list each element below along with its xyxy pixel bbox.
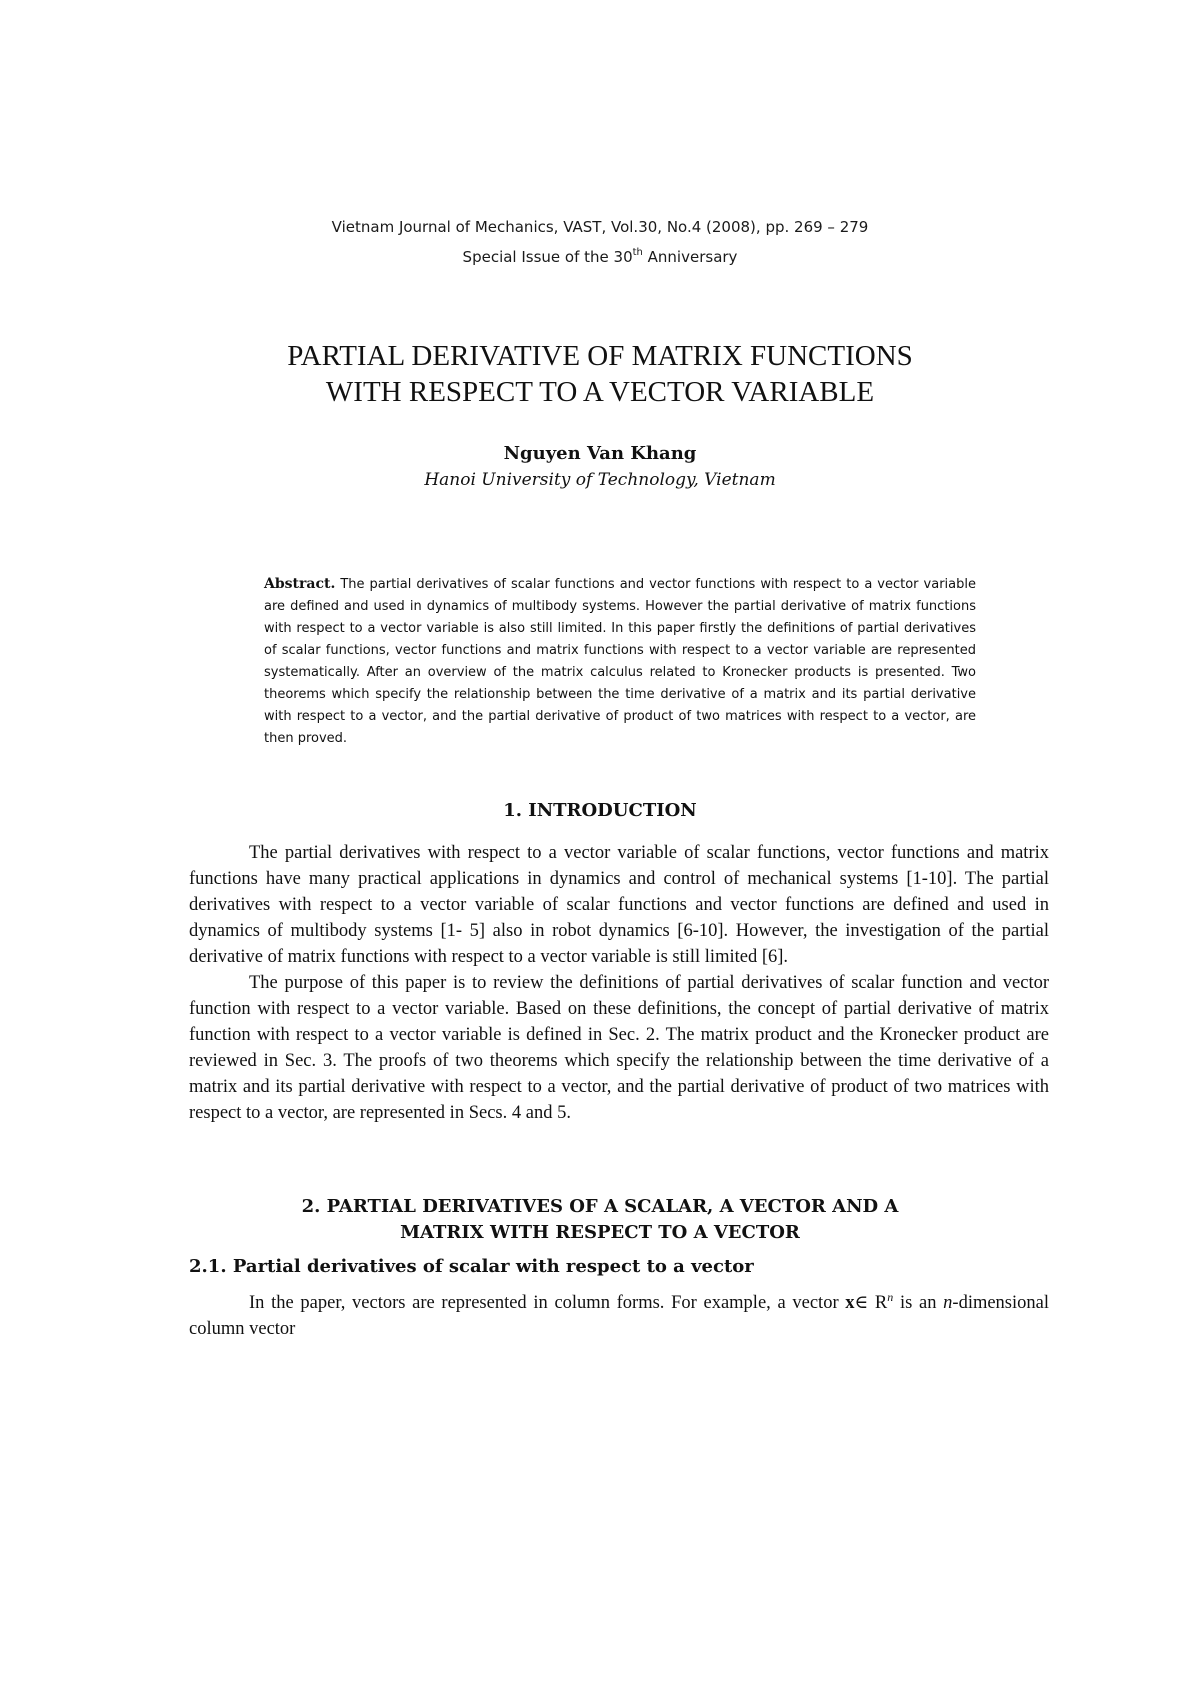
introduction-body [189, 840, 1049, 1126]
title-line-1: PARTIAL DERIVATIVE OF MATRIX FUNCTIONS [287, 340, 913, 372]
section-heading-line-1: 2. PARTIAL DERIVATIVES OF A SCALAR, A VECTOR AND A [301, 1196, 899, 1217]
journal-citation: Vietnam Journal of Mechanics, VAST, Vol.30, No.4 (2008), pp. 269 – 279 [331, 218, 869, 236]
section-heading-partial-derivatives [180, 1194, 1020, 1246]
paragraph: The purpose of this paper is to review the definitions of partial derivatives of scalar function and vector function with respect to a vector variable. Based on these definitions, the concept of partial derivative of matrix function with respect to a vector variable is defined in Sec. 2. The matrix product and the Kronecker product are reviewed in Sec. 3. The proofs of two theorems which specify the relationship between the time derivative of a matrix and its partial derivative with respect to a vector, and the partial derivative of product of two matrices with respect to a vector, are represented in Secs. 4 and 5. [189, 973, 1049, 1123]
text-run: In the paper, vectors are represented in column forms. For example, a vector [249, 1293, 846, 1313]
subsection-heading: 2.1. Partial derivatives of scalar with respect to a vector [189, 1256, 754, 1277]
dimension-superscript: n [887, 1289, 894, 1304]
special-issue-text: Special Issue of the 30 [462, 248, 633, 266]
author-affiliation: Hanoi University of Technology, Vietnam [424, 470, 776, 490]
special-issue-text-end: Anniversary [642, 248, 738, 266]
author-name: Nguyen Van Khang [503, 443, 697, 464]
special-issue-line [0, 242, 1200, 272]
section-heading-introduction: 1. INTRODUCTION [503, 800, 697, 821]
paragraph: The partial derivatives with respect to a vector variable of scalar functions, vector functions and matrix functions have many practical applications in dynamics and control of mechanical systems [1-10]. The partial derivatives with respect to a vector variable of scalar functions and vector functions are defined and used in dynamics of multibody systems [1- 5] also in robot dynamics [6-10]. However, the investigation of the partial derivative of matrix functions with respect to a vector variable is still limited [6]. [189, 843, 1049, 967]
abstract [264, 573, 976, 750]
set-membership: ∈ R [854, 1293, 888, 1313]
journal-header [0, 212, 1200, 272]
title-line-2: WITH RESPECT TO A VECTOR VARIABLE [325, 376, 875, 408]
abstract-label: Abstract. [264, 576, 336, 592]
section-heading-line-2: MATRIX WITH RESPECT TO A VECTOR [400, 1222, 800, 1243]
text-run: -dimensional column vector [189, 1293, 1049, 1339]
subsection-body [189, 1290, 1049, 1342]
text-run: is an [893, 1293, 944, 1313]
paper-title [0, 338, 1200, 410]
paragraph [189, 1290, 1049, 1342]
vector-x: x [845, 1293, 855, 1313]
special-issue-sup: th [632, 247, 643, 258]
variable-n: n [943, 1293, 953, 1313]
abstract-text: The partial derivatives of scalar functions and vector functions with respect to a vector variable are defined and used in dynamics of multibody systems. However the partial derivative of matrix functions with respect to a vector variable is also still limited. In this paper firstly the definitions of partial derivatives of scalar functions, vector functions and matrix functions with respect to a vector variable are represented systematically. After an overview of the matrix calculus related to Kronecker products is presented. Two theorems which specify the relationship between the time derivative of a matrix and its partial derivative with respect to a vector, and the partial derivative of product of two matrices with respect to a vector, are then proved. [264, 577, 976, 746]
